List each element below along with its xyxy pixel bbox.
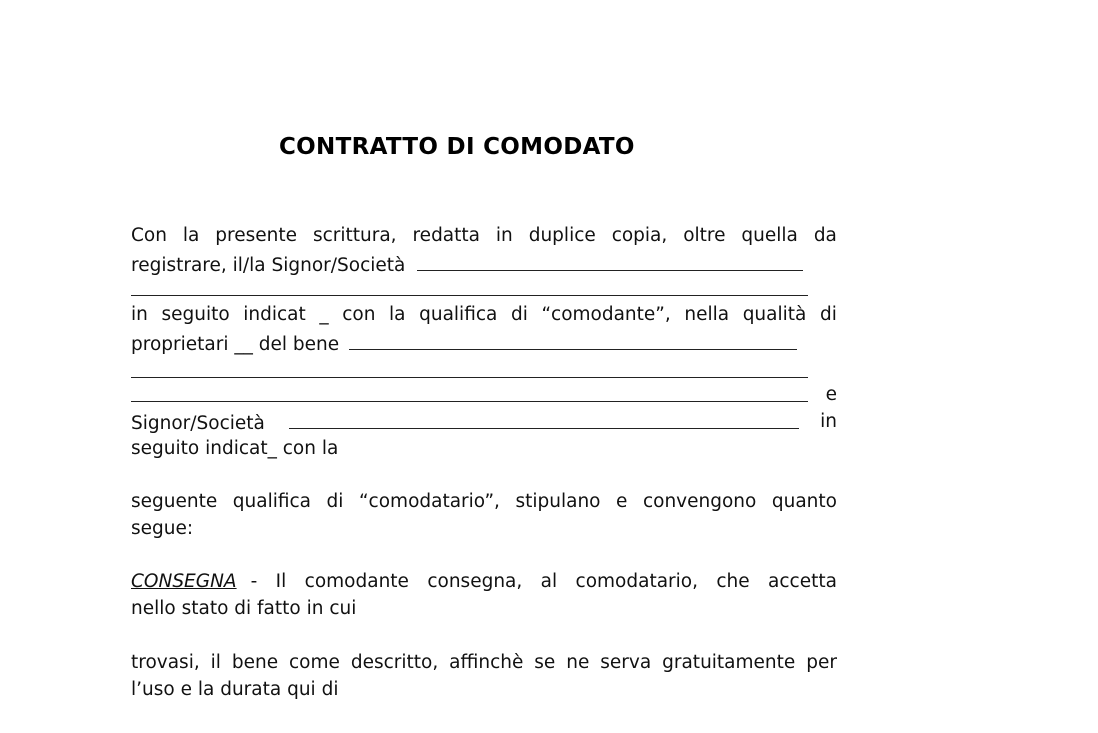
word: quanto	[771, 491, 837, 512]
p2-line-2: segue:	[131, 518, 194, 539]
word: copia,	[611, 225, 668, 246]
word: redatta	[412, 225, 480, 246]
word: trovasi,	[131, 652, 200, 673]
word: comodatario,	[575, 571, 698, 592]
word: oltre	[683, 225, 726, 246]
word: seguente	[131, 491, 218, 512]
word: di	[326, 491, 344, 512]
word: qualifica	[419, 304, 498, 325]
word: in	[495, 225, 513, 246]
word: qualità	[742, 304, 807, 325]
consegna-heading: CONSEGNA	[131, 571, 237, 592]
word: di	[819, 304, 837, 325]
blank-line-2	[131, 377, 808, 378]
word: la	[389, 304, 406, 325]
word: per	[806, 652, 837, 673]
word: quella	[741, 225, 798, 246]
word: “comodatario”,	[358, 491, 500, 512]
p4-line-1	[131, 649, 837, 676]
word: “comodante”,	[541, 304, 671, 325]
property-blank	[349, 329, 797, 350]
word: di	[510, 304, 528, 325]
word: la	[182, 225, 200, 246]
word: il	[210, 652, 221, 673]
p1-line-9: seguito indicat_ con la	[131, 438, 339, 459]
word: scrittura,	[312, 225, 397, 246]
word: ne	[566, 652, 590, 673]
p1-line-8	[131, 408, 837, 435]
p3-line-2: nello stato di fatto in cui	[131, 598, 357, 619]
word: presente	[215, 225, 298, 246]
word: seguito	[161, 304, 230, 325]
p1-line-5	[131, 329, 837, 356]
p4-line-2: l’uso e la durata qui di	[131, 679, 339, 700]
word: come	[289, 652, 340, 673]
word: qualifica	[232, 491, 312, 512]
p1-line-5-text: proprietari __ del bene	[131, 334, 340, 355]
word: da	[813, 225, 837, 246]
word: in	[131, 304, 148, 325]
word: con	[342, 304, 376, 325]
word: che	[716, 571, 750, 592]
p3-line-1-rest	[251, 568, 837, 595]
word: -	[250, 571, 258, 592]
word: indicat	[243, 304, 306, 325]
word: _	[319, 304, 329, 325]
p1-line-2-text: registrare, il/la Signor/Società	[131, 255, 406, 276]
p1-line-1	[131, 222, 837, 249]
word: affinchè	[449, 652, 524, 673]
blank-line-1	[131, 295, 808, 296]
word: se	[534, 652, 556, 673]
p1-line-4	[131, 301, 837, 328]
p3-line-1	[131, 568, 837, 595]
word: bene	[231, 652, 279, 673]
word: Con	[131, 225, 167, 246]
word: comodante	[304, 571, 409, 592]
word: consegna,	[427, 571, 523, 592]
word: stipulano	[515, 491, 601, 512]
document-title: CONTRATTO DI COMODATO	[279, 134, 635, 160]
word: accetta	[768, 571, 837, 592]
blank-line-3	[131, 381, 808, 402]
word: nella	[684, 304, 730, 325]
name-blank-2	[289, 408, 799, 429]
p1-line-7	[131, 381, 837, 408]
word: e	[616, 491, 628, 512]
name-blank-1	[417, 250, 803, 271]
word: gratuitamente	[662, 652, 796, 673]
word: Il	[275, 571, 287, 592]
word: serva	[600, 652, 652, 673]
p1-line-7-e: e	[825, 384, 837, 405]
p1-line-8-in: in	[820, 411, 837, 432]
word: descritto,	[350, 652, 439, 673]
word: convengono	[642, 491, 757, 512]
word: al	[540, 571, 558, 592]
p2-line-1	[131, 488, 837, 515]
p1-line-2	[131, 250, 837, 277]
word: duplice	[528, 225, 596, 246]
p1-line-8-text: Signor/Società	[131, 413, 265, 434]
